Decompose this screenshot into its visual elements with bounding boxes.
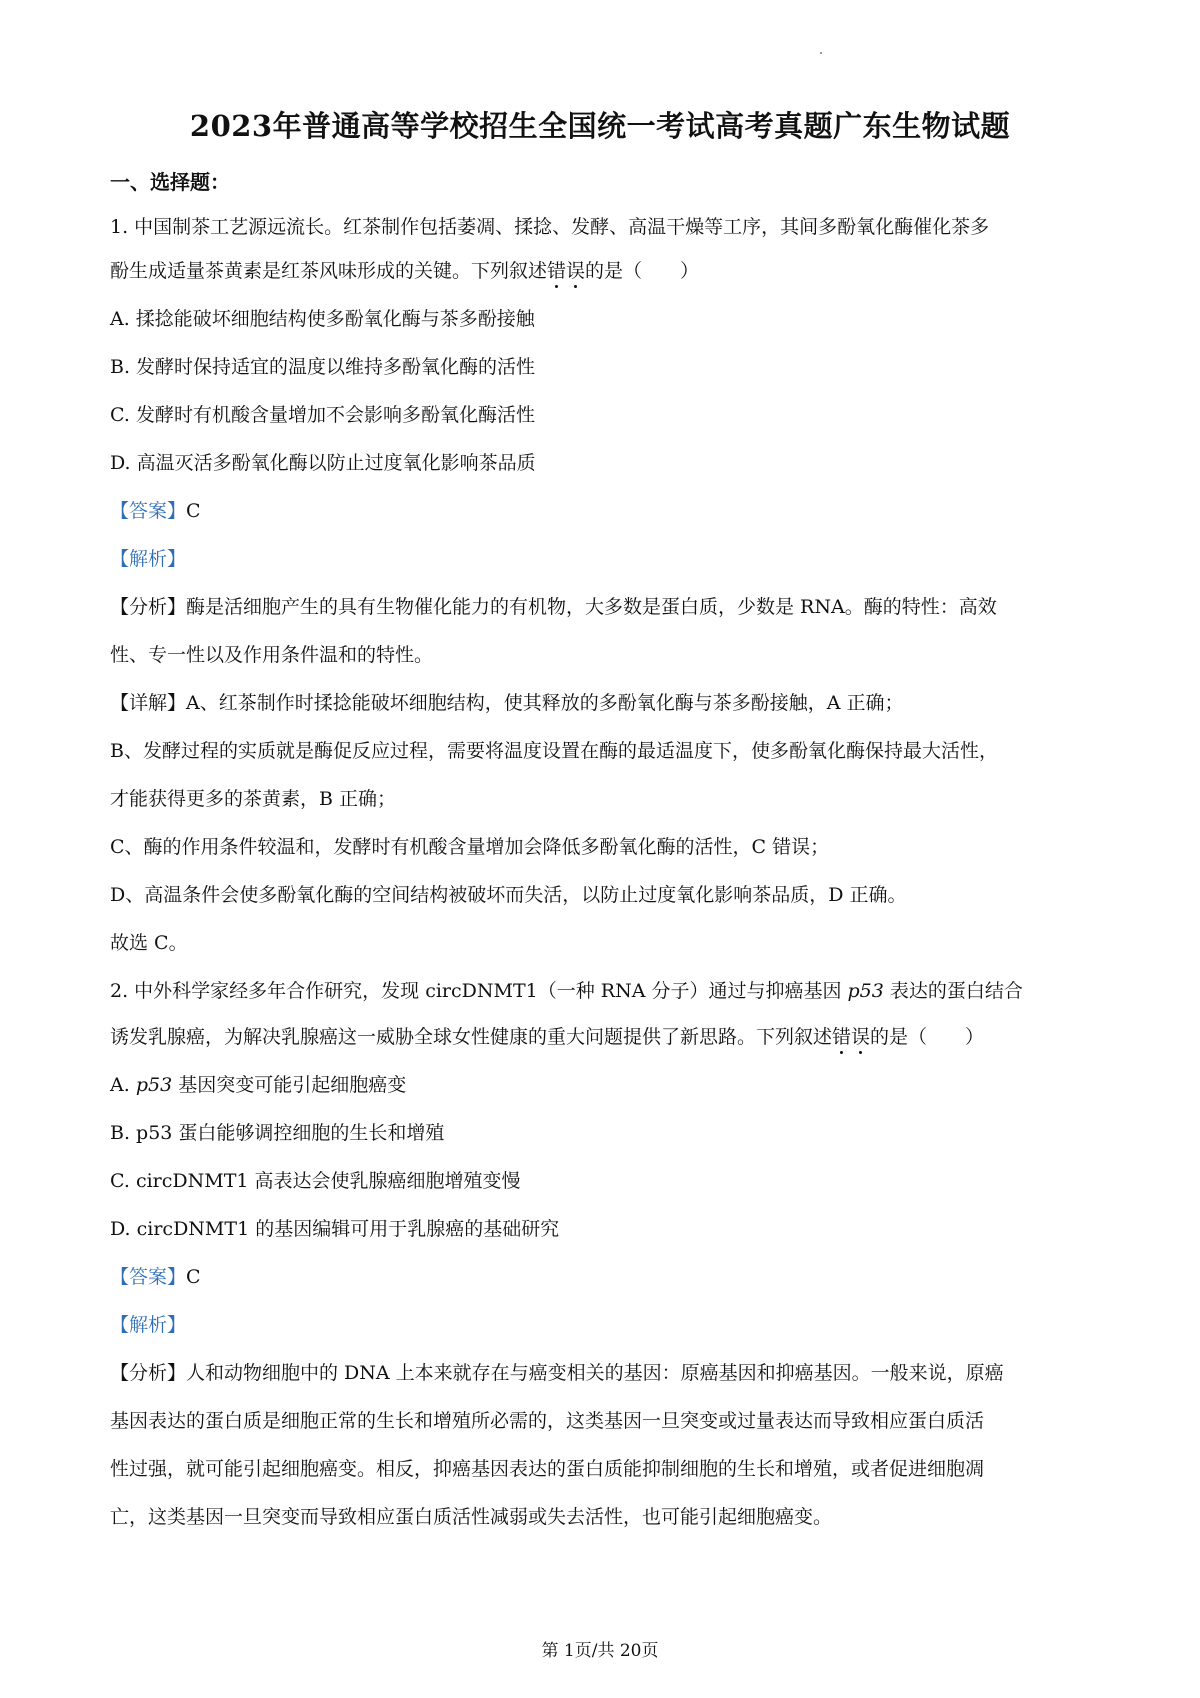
q2-analysis-line-2: 基因表达的蛋白质是细胞正常的生长和增殖所必需的，这类基因一旦突变或过量表达而导致相应蛋白质活 [110, 1410, 985, 1432]
q1-stem-end: 的是（ ） [585, 260, 700, 282]
q2-analysis-line-4: 亡，这类基因一旦突变而导致相应蛋白质活性减弱或失去活性，也可能引起细胞癌变。 [110, 1506, 833, 1528]
q2-stem-text: 2. 中外科学家经多年合作研究，发现 circDNMT1（一种 RNA 分子）通过与抑癌基因 [110, 980, 848, 1002]
q2-stem-line-1 [110, 976, 1023, 1003]
q1-option-a: A. 揉捻能破坏细胞结构使多酚氧化酶与茶多酚接触 [110, 308, 535, 330]
q1-answer [110, 496, 201, 523]
answer-value: C [186, 1266, 201, 1288]
q1-jiexi-tag: 【解析】 [110, 548, 187, 570]
q1-emphasis-char-2: 误 [566, 260, 586, 282]
q2-gene-name: p53 [847, 980, 884, 1002]
q1-conclusion: 故选 C。 [110, 932, 188, 954]
q1-detail-line-4: C、酶的作用条件较温和，发酵时有机酸含量增加会降低多酚氧化酶的活性，C 错误； [110, 836, 830, 858]
q2-jiexi-tag: 【解析】 [110, 1314, 187, 1336]
q2-option-a-prefix: A. [110, 1074, 136, 1096]
q1-stem-text: 酚生成适量茶黄素是红茶风味形成的关键。下列叙述 [110, 260, 548, 282]
q1-detail-line-3: 才能获得更多的茶黄素，B 正确； [110, 788, 397, 810]
q1-option-b: B. 发酵时保持适宜的温度以维持多酚氧化酶的活性 [110, 356, 536, 378]
q1-detail-line-2: B、发酵过程的实质就是酶促反应过程，需要将温度设置在酶的最适温度下，使多酚氧化酶保持最大活性， [110, 740, 998, 762]
q1-emphasis-char-1: 错 [547, 260, 567, 282]
answer-tag: 【答案】 [110, 500, 187, 522]
q1-analysis-line-2: 性、专一性以及作用条件温和的特性。 [110, 644, 434, 666]
q2-answer [110, 1262, 201, 1289]
q1-analysis-line-1: 【分析】酶是活细胞产生的具有生物催化能力的有机物，大多数是蛋白质，少数是 RNA。酶的特性：高效 [110, 596, 997, 618]
q2-stem-end: 的是（ ） [870, 1026, 985, 1048]
section-heading: 一、选择题： [110, 170, 230, 194]
q2-analysis-line-1: 【分析】人和动物细胞中的 DNA 上本来就存在与癌变相关的基因：原癌基因和抑癌基因。一般来说，原癌 [110, 1362, 1004, 1384]
scan-speck [820, 52, 822, 54]
q2-stem-line-2 [110, 1022, 984, 1049]
q1-stem-line-1: 1. 中国制茶工艺源远流长。红茶制作包括萎凋、揉捻、发酵、高温干燥等工序，其间多酚氧化酶催化茶多 [110, 216, 990, 238]
q1-detail-line-5: D、高温条件会使多酚氧化酶的空间结构被破坏而失活，以防止过度氧化影响茶品质，D 正确。 [110, 884, 907, 906]
q2-emphasis-char-2: 误 [851, 1026, 871, 1048]
q2-stem-text-2: 诱发乳腺癌，为解决乳腺癌这一威胁全球女性健康的重大问题提供了新思路。下列叙述 [110, 1026, 833, 1048]
answer-tag: 【答案】 [110, 1266, 187, 1288]
q2-option-a-text: 基因突变可能引起细胞癌变 [172, 1074, 407, 1096]
page-title: 2023年普通高等学校招生全国统一考试高考真题广东生物试题 [189, 109, 1011, 143]
q1-option-d: D. 高温灭活多酚氧化酶以防止过度氧化影响茶品质 [110, 452, 536, 474]
q2-emphasis-char-1: 错 [832, 1026, 852, 1048]
page-footer: 第 1页/共 20页 [541, 1641, 659, 1661]
q2-option-b: B. p53 蛋白能够调控细胞的生长和增殖 [110, 1122, 445, 1144]
q2-analysis-line-3: 性过强，就可能引起细胞癌变。相反，抑癌基因表达的蛋白质能抑制细胞的生长和增殖，或者促进细胞凋 [110, 1458, 985, 1480]
q1-option-c: C. 发酵时有机酸含量增加不会影响多酚氧化酶活性 [110, 404, 535, 426]
q1-detail-line-1: 【详解】A、红茶制作时揉捻能破坏细胞结构，使其释放的多酚氧化酶与茶多酚接触，A 正确； [110, 692, 904, 714]
q2-option-a-gene: p53 [135, 1074, 173, 1096]
q2-option-c: C. circDNMT1 高表达会使乳腺癌细胞增殖变慢 [110, 1170, 521, 1192]
answer-value: C [186, 500, 201, 522]
q2-option-d: D. circDNMT1 的基因编辑可用于乳腺癌的基础研究 [110, 1218, 560, 1240]
q2-option-a [110, 1070, 406, 1097]
q2-stem-text-end: 表达的蛋白结合 [883, 980, 1023, 1002]
q1-stem-line-2 [110, 256, 699, 283]
